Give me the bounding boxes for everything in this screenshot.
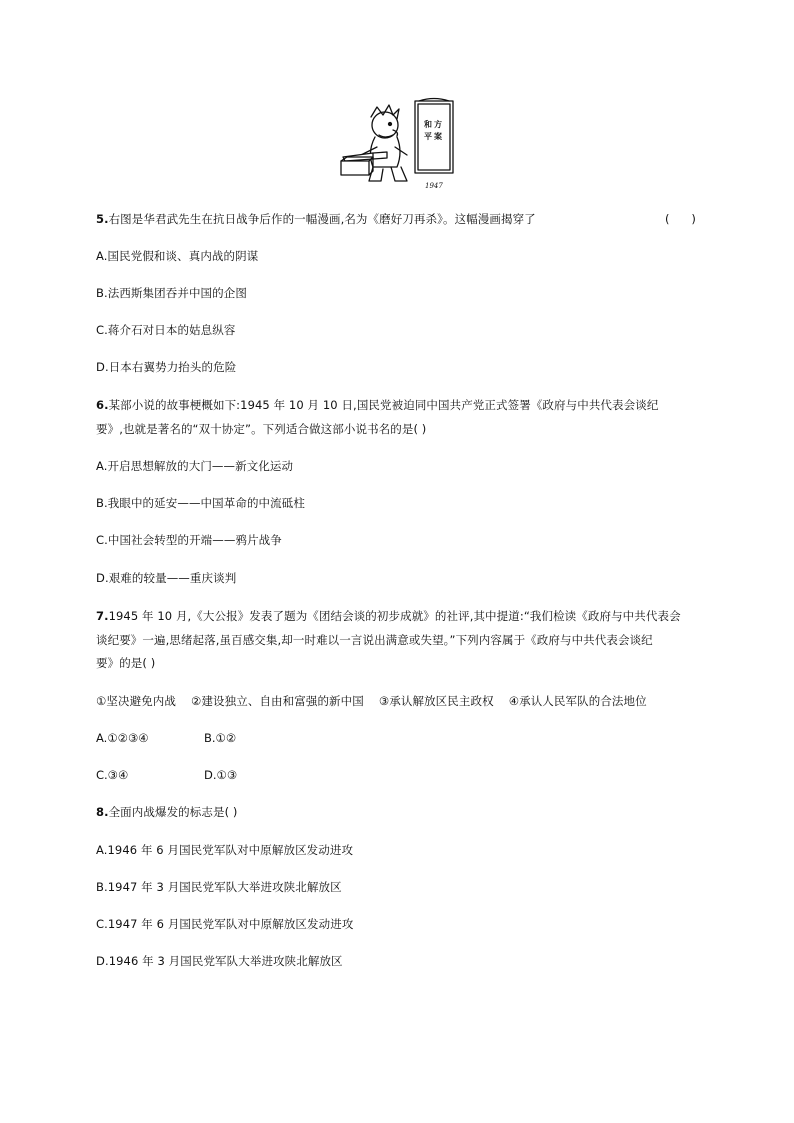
question-text: 全面内战爆发的标志是( ) [108, 805, 238, 819]
cartoon-illustration [333, 97, 459, 193]
question-text: 右图是华君武先生在抗日战争后作的一幅漫画,名为《磨好刀再杀》。这幅漫画揭穿了 [108, 212, 536, 226]
option-d: D.日本右翼势力抬头的危险 [96, 360, 237, 374]
option-b: B.法西斯集团吞并中国的企图 [96, 286, 247, 300]
option-d: D.①③ [204, 768, 238, 782]
question-6-stem [96, 397, 658, 413]
option-a: A.国民党假和谈、真内战的阴谋 [96, 249, 259, 263]
sign-char: 平 [424, 132, 432, 141]
option-c: C.③④ [96, 768, 129, 782]
sign-char: 案 [434, 132, 442, 141]
question-7-stem [96, 608, 681, 624]
option-c: C.1947 年 6 月国民党军队对中原解放区发动进攻 [96, 917, 354, 931]
statement-list: ①坚决避免内战 ②建设独立、自由和富强的新中国 ③承认解放区民主政权 ④承认人民军队的合法地位 [96, 694, 647, 708]
option-c: C.蒋介石对日本的姑息纵容 [96, 323, 236, 337]
sign-char: 和 [424, 120, 432, 129]
question-8-stem [96, 804, 238, 820]
option-d: D.艰难的较量——重庆谈判 [96, 571, 237, 585]
question-text: 谈纪要》一遍,思绪起落,虽百感交集,却一时难以一言说出满意或失望。”下列内容属于《政府与中共代表会谈纪 [96, 633, 653, 647]
option-b: B.我眼中的延安——中国革命的中流砥柱 [96, 496, 305, 510]
option-c: C.中国社会转型的开端——鸦片战争 [96, 533, 282, 547]
option-a: A.①②③④ [96, 731, 149, 745]
question-number: 5. [96, 212, 109, 226]
question-text: 要》的是( ) [96, 656, 156, 670]
option-b: B.①② [204, 731, 237, 745]
cartoon-year: 1947 [425, 182, 443, 190]
option-a: A.1946 年 6 月国民党军队对中原解放区发动进攻 [96, 843, 354, 857]
question-text: 1945 年 10 月,《大公报》发表了题为《团结会谈的初步成就》的社评,其中提道:“我们检读《政府与中共代表会 [108, 609, 681, 623]
question-number: 8. [96, 805, 109, 819]
option-d: D.1946 年 3 月国民党军队大举进攻陕北解放区 [96, 954, 343, 968]
question-number: 7. [96, 609, 109, 623]
option-b: B.1947 年 3 月国民党军队大举进攻陕北解放区 [96, 880, 342, 894]
question-5-stem [96, 211, 536, 227]
answer-blank: ( ) [665, 212, 696, 226]
sign-char: 方 [434, 120, 442, 129]
question-number: 6. [96, 398, 109, 412]
option-a: A.开启思想解放的大门——新文化运动 [96, 459, 294, 473]
question-text: 要》,也就是著名的“双十协定”。下列适合做这部小说书名的是( ) [96, 422, 427, 436]
question-text: 某部小说的故事梗概如下:1945 年 10 月 10 日,国民党被迫同中国共产党正式签署《政府与中共代表会谈纪 [108, 398, 659, 412]
